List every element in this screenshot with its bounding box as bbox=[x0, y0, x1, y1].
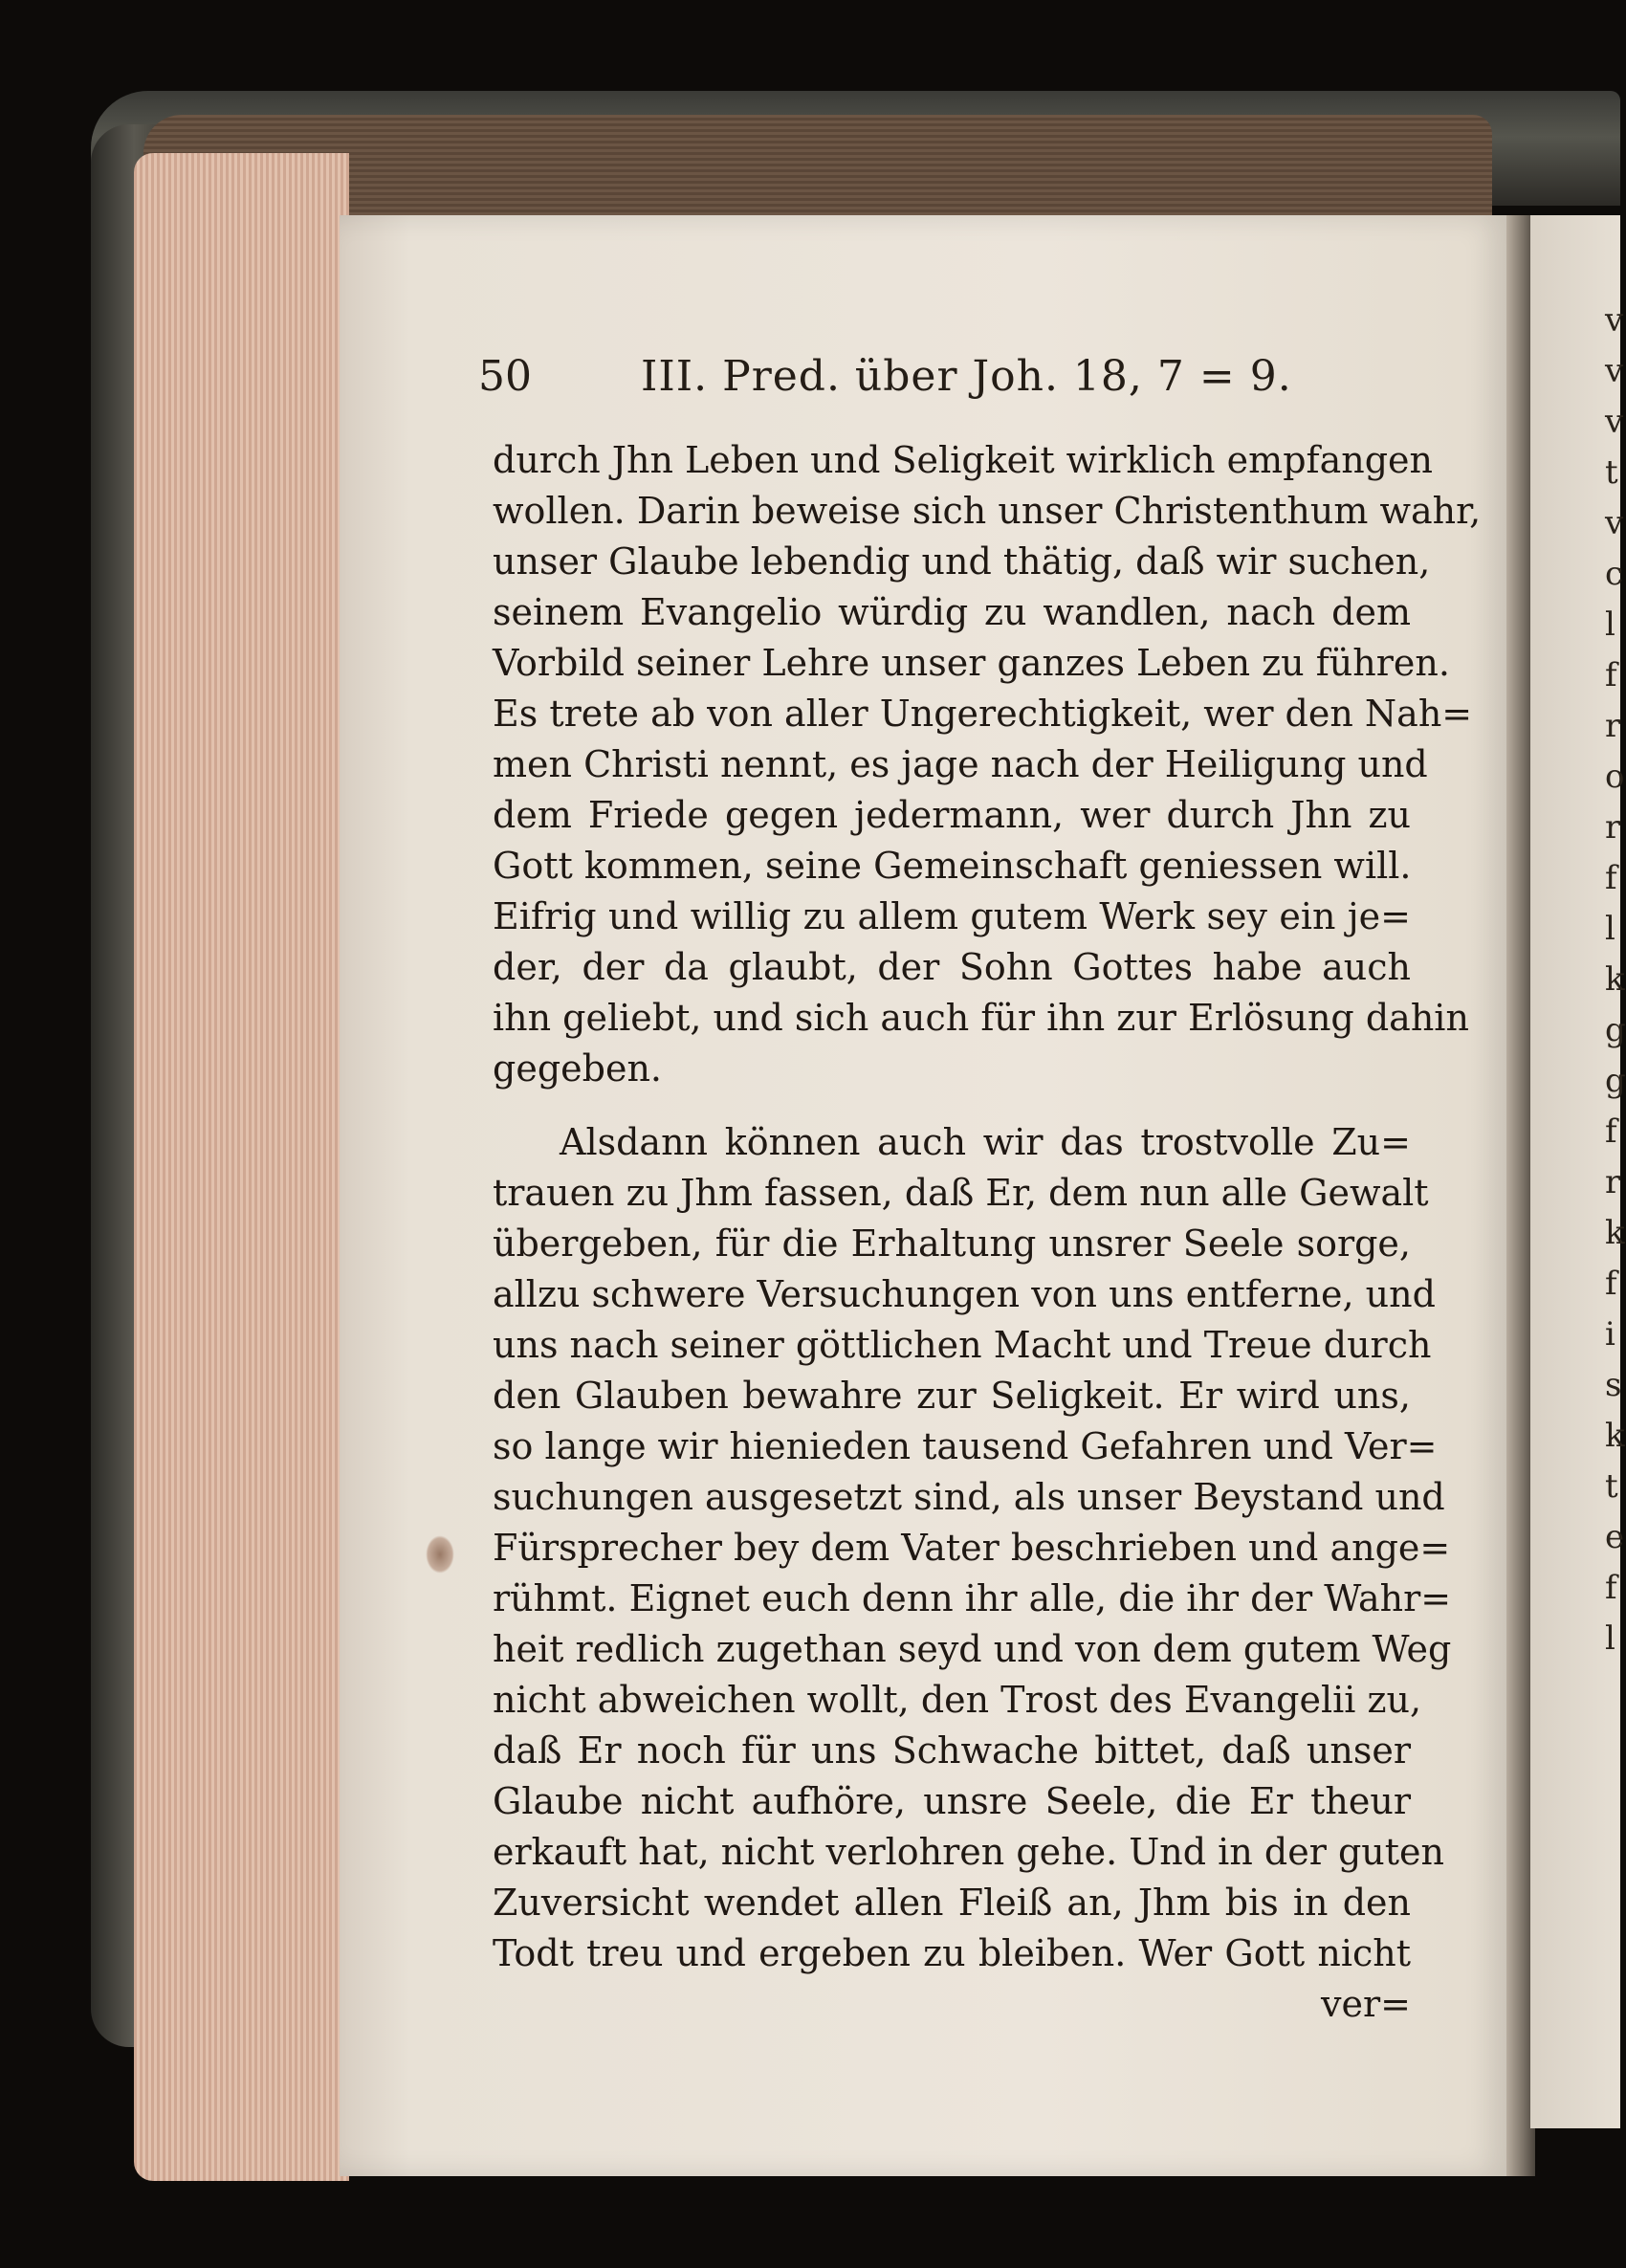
facing-page-fragment: g bbox=[1605, 1011, 1626, 1049]
text-line: so lange wir hienieden tausend Gefahren und Ver= bbox=[493, 1425, 1438, 1467]
text-line: Es trete ab von aller Ungerechtigkeit, wer den Nah= bbox=[493, 693, 1473, 735]
text-line: Eifrig und willig zu allem gutem Werk sey ein je= bbox=[493, 895, 1411, 937]
facing-page-fragment: l bbox=[1605, 606, 1615, 644]
facing-page-fragment: o bbox=[1605, 758, 1625, 796]
facing-page-fragment: v bbox=[1605, 504, 1624, 542]
text-line: Alsdann können auch wir das trostvolle Zu= bbox=[560, 1121, 1411, 1163]
text-line: durch Jhn Leben und Seligkeit wirklich empfangen bbox=[493, 439, 1434, 481]
facing-page-fragment: l bbox=[1605, 910, 1615, 948]
facing-page-fragment: v bbox=[1605, 352, 1624, 390]
facing-page-fragment: k bbox=[1605, 1214, 1625, 1252]
facing-page-fragment: g bbox=[1605, 1062, 1626, 1100]
facing-page-fragment: r bbox=[1605, 707, 1621, 745]
facing-page-fragment: c bbox=[1605, 555, 1624, 593]
text-line: men Christi nennt, es jage nach der Heiligung und bbox=[493, 743, 1428, 785]
text-line: daß Er noch für uns Schwache bittet, daß unser bbox=[493, 1729, 1411, 1772]
facing-page-fragment: l bbox=[1605, 1619, 1615, 1658]
paper-stain bbox=[426, 1535, 454, 1574]
facing-page-fragment: t bbox=[1605, 453, 1618, 492]
text-line: Vorbild seiner Lehre unser ganzes Leben zu führen. bbox=[493, 642, 1450, 684]
text-line: Todt treu und ergeben zu bleiben. Wer Gott nicht bbox=[493, 1932, 1411, 1974]
text-line: Zuversicht wendet allen Fleiß an, Jhm bis in den bbox=[493, 1882, 1411, 1924]
text-line: rühmt. Eignet euch denn ihr alle, die ihr der Wahr= bbox=[493, 1577, 1452, 1619]
facing-page-fragment: v bbox=[1605, 301, 1624, 340]
text-line: seinem Evangelio würdig zu wandlen, nach dem bbox=[493, 591, 1411, 633]
text-line: unser Glaube lebendig und thätig, daß wir suchen, bbox=[493, 540, 1431, 583]
running-title: III. Pred. über Joh. 18, 7 = 9. bbox=[641, 352, 1292, 401]
facing-page-fragment: f bbox=[1605, 656, 1617, 694]
facing-page-fragment: k bbox=[1605, 1417, 1625, 1455]
text-line: der, der da glaubt, der Sohn Gottes habe auch bbox=[493, 946, 1411, 988]
page-number: 50 bbox=[478, 352, 532, 401]
text-line: uns nach seiner göttlichen Macht und Treue durch bbox=[493, 1324, 1432, 1366]
text-line: Fürsprecher bey dem Vater beschrieben und ange= bbox=[493, 1527, 1451, 1569]
text-line: nicht abweichen wollt, den Trost des Evangelii zu, bbox=[493, 1679, 1422, 1721]
text-line: Gott kommen, seine Gemeinschaft geniessen will. bbox=[493, 845, 1412, 887]
text-line: trauen zu Jhm fassen, daß Er, dem nun alle Gewalt bbox=[493, 1172, 1429, 1214]
facing-page-fragment: t bbox=[1605, 1467, 1618, 1506]
facing-page-fragment: f bbox=[1605, 1569, 1617, 1607]
facing-page-fragment: v bbox=[1605, 403, 1624, 441]
text-line: ihn geliebt, und sich auch für ihn zur Erlösung dahin bbox=[493, 997, 1469, 1039]
body-text bbox=[493, 435, 1482, 2030]
facing-page-fragment: r bbox=[1605, 1163, 1621, 1201]
facing-page-fragment: s bbox=[1605, 1366, 1622, 1404]
facing-page-fragment: e bbox=[1605, 1518, 1625, 1556]
facing-page-fragment: i bbox=[1605, 1315, 1615, 1354]
text-line: heit redlich zugethan seyd und von dem gutem Weg bbox=[493, 1628, 1452, 1670]
page-edges-left bbox=[134, 153, 349, 2181]
text-line: gegeben. bbox=[493, 1047, 662, 1090]
text-line: den Glauben bewahre zur Seligkeit. Er wird uns, bbox=[493, 1375, 1411, 1417]
facing-page-fragment: f bbox=[1605, 859, 1617, 897]
facing-page-fragment: f bbox=[1605, 1265, 1617, 1303]
facing-page-fragment: r bbox=[1605, 808, 1621, 847]
facing-page-fragment: k bbox=[1605, 960, 1625, 999]
catchword: ver= bbox=[1321, 1983, 1411, 2025]
text-line: dem Friede gegen jedermann, wer durch Jhn zu bbox=[493, 794, 1411, 836]
text-line: wollen. Darin beweise sich unser Christenthum wahr, bbox=[493, 490, 1482, 532]
paragraph-gap bbox=[493, 1094, 1411, 1117]
text-line: suchungen ausgesetzt sind, als unser Beystand und bbox=[493, 1476, 1445, 1518]
text-line: Glaube nicht aufhöre, unsre Seele, die Er theur bbox=[493, 1780, 1411, 1822]
text-line: übergeben, für die Erhaltung unsrer Seele sorge, bbox=[493, 1222, 1411, 1265]
text-line: allzu schwere Versuchungen von uns entferne, und bbox=[493, 1273, 1436, 1315]
facing-page-edge bbox=[1530, 215, 1626, 2128]
page-header bbox=[478, 352, 1292, 409]
facing-page-fragment: f bbox=[1605, 1112, 1617, 1151]
text-line: erkauft hat, nicht verlohren gehe. Und in der guten bbox=[493, 1831, 1444, 1873]
